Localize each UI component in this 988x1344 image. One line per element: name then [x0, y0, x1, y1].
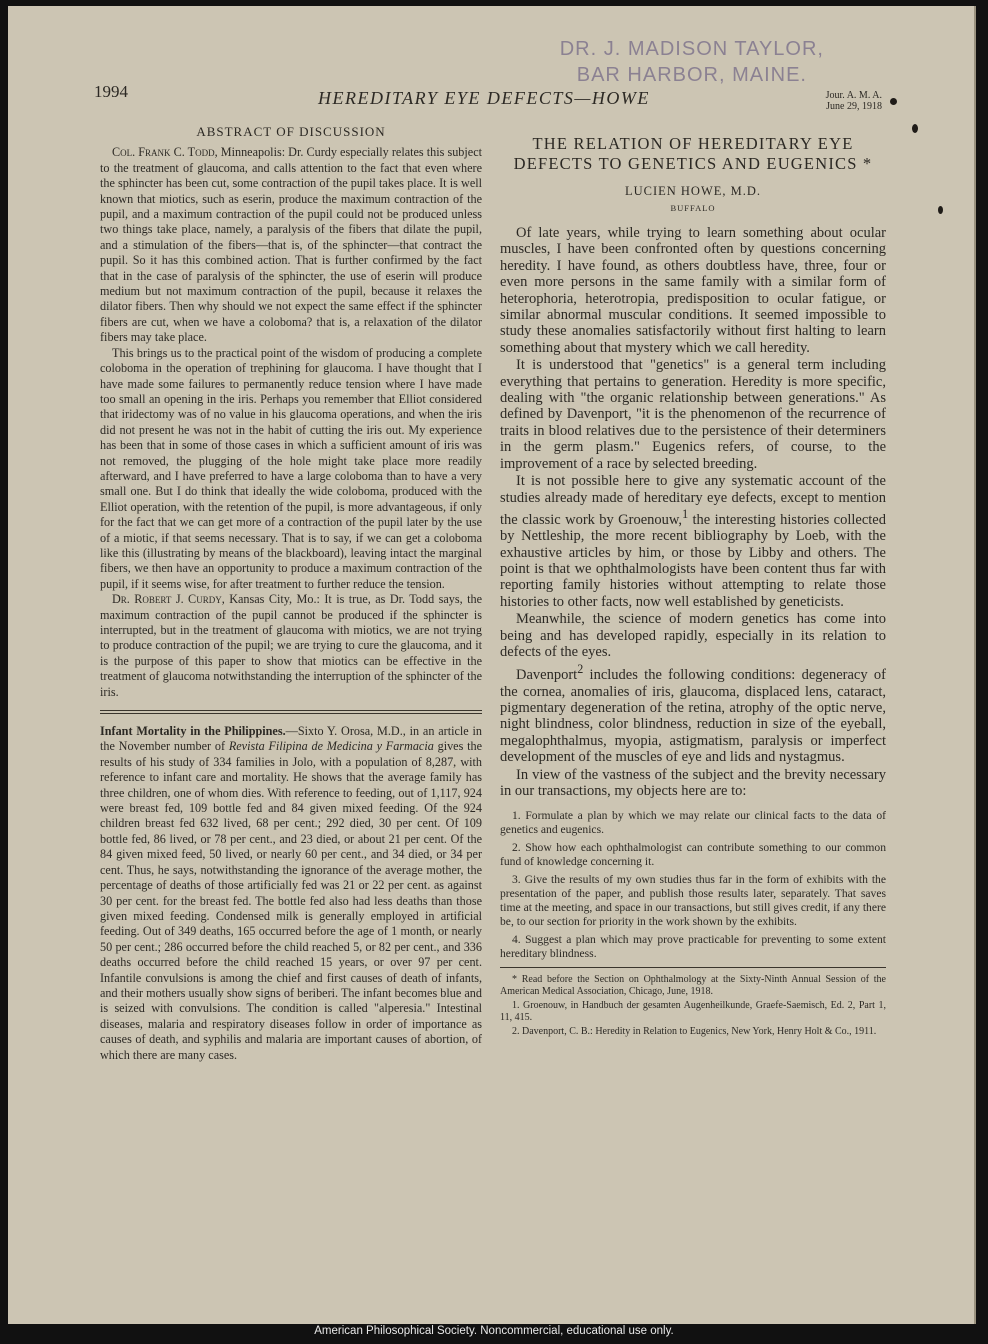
ink-mark — [912, 124, 918, 133]
curdy-text: Kansas City, Mo.: It is true, as Dr. Todd says, the maximum contraction of the pupil cannot be produced if the sphincter is interrupted, but in the treatment of glaucoma with miotics, we are not trying to produce contraction of the pupil; we are trying to cure the glaucoma, and it is the purpose of this paper to show that miotics can be effective in the treatment of glaucoma notwithstanding the interruption of the sphincter of the iris. — [100, 592, 482, 699]
journal-name: Jour. A. M. A. — [825, 90, 882, 101]
journal-page — [8, 6, 976, 1324]
body-paragraph-5 — [500, 661, 886, 765]
ink-mark — [938, 206, 943, 214]
infant-journal: Revista Filipina de Medicina y Farmacia — [228, 739, 434, 754]
footnote-item: * Read before the Section on Ophthalmology at the Sixty-Ninth Annual Session of the American Medical Association, Chicago, June, 1918. — [500, 974, 886, 998]
todd-paragraph-2: This brings us to the practical point of the wisdom of producing a complete coloboma in the operation of trephining for glaucoma. I have thought that I have made some failures to permanently reduce tension where I have made too small an opening in the iris. Perhaps you remember that Elliot considered that iridectomy was of no value in his glaucoma operations, and when the iris did not present he was not in the habit of cutting the iris out. My experience has been that in some of those cases in which a sufficient amount of iris was not removed, the plugging of the hole might take place more readily afterward, and I have preferred to have a large coloboma than to have a very small one. But I do think that ideally the wide coloboma, produced with the Elliot operation, with the retention of the pupil, is more advantageous, if only for the fact that we can get more of a contraction of the pupil later by the use of a miotic, if that seems necessary. That is to say, if we can get a coloboma like this (illustrating by means of the blackboard), leaving intact the marginal fibers, we then have an opportunity to produce a maximum contraction of the pupil, if it seems wise, for after treatment to further reduce the tension. — [100, 345, 482, 591]
p3-part-a: It is not possible here to give any systematic account of the studies already made of hereditary eye defects, except to mention the classic work by Groenouw, — [500, 473, 886, 528]
objectives-list — [500, 809, 886, 961]
p3-part-b: the interesting histories collected by Nettleship, the more recent bibliography by Loeb, with the exhaustive articles by him, or those by Libby and others. The point is that we ophthalmologists have been content thus far with reporting family histories without attempting to relate those histories to other facts, now well established by geneticists. — [500, 511, 886, 610]
p5-part-b: includes the following conditions: degeneracy of the cornea, anomalies of iris, glaucoma, displaced lens, cataract, pigmentary degeneration of the retina, atrophy of the optic nerve, night blindness, color blindness, reduction in size of the eyeball, megalophthalmus, myopia, astigmatism, paralysis or imperfect development of the muscles of eye and lids and nystagmus. — [500, 667, 886, 766]
body-paragraph-6: In view of the vastness of the subject and the brevity necessary in our transactions, my objects here are to: — [500, 766, 886, 800]
infant-text-1: —Sixto Y. Orosa, M.D., in an article in the November number of — [100, 724, 482, 754]
running-head: HEREDITARY EYE DEFECTS—HOWE — [318, 88, 650, 108]
infant-title: Infant Mortality in the Philippines. — [100, 724, 286, 739]
page-number: 1994 — [94, 82, 128, 101]
footnote-item: 2. Davenport, C. B.: Heredity in Relation to Eugenics, New York, Henry Holt & Co., 1911. — [512, 1026, 877, 1038]
footnote-ref-2: 2 — [577, 662, 584, 677]
objective-item: 1. Formulate a plan by which we may relate our clinical facts to the data of genetics and eugenics. — [500, 809, 886, 837]
objective-item: 2. Show how each ophthalmologist can contribute something to our common fund of knowledge concerning it. — [500, 841, 886, 869]
footnote-item: 1. Groenouw, in Handbuch der gesamten Augenheilkunde, Graefe-Saemisch, Ed. 2, Part 1, 11, 415. — [500, 1000, 886, 1024]
stamp-line-1: DR. J. MADISON TAYLOR, — [559, 38, 824, 60]
body-paragraph-3 — [500, 473, 886, 610]
body-paragraph-1: Of late years, while trying to learn something about ocular muscles, I have been confronted often by questions concerning heredity. I have found, as others doubtless have, three, four or even more persons in the same family with a similar form of heterophoria, heterotropia, predisposition to ocular fatigue, or similar abnormal muscular conditions. It seemed impossible to study these anomalies satisfactorily without first halting to learn something about that mystery which we call heredity. — [500, 225, 886, 356]
body-paragraph-2: It is understood that "genetics" is a general term including everything that pertains to generation. Heredity is more specific, dealing with "the organic relationship between generations." As defined by Davenport, "it is the phenomenon of the recurrence of traits in blood relatives due to the persistence of their determiners in the germ plasm." Eugenics refers, of course, to the improvement of a race by selected breeding. — [500, 357, 886, 472]
ownership-stamp — [560, 36, 824, 88]
speaker-todd: Col. Frank C. Todd, — [112, 145, 218, 160]
right-column — [500, 134, 886, 1040]
todd-paragraph — [100, 145, 482, 345]
left-column — [100, 124, 482, 1063]
archive-credit-line: American Philosophical Society. Noncommercial, educational use only. — [314, 1325, 674, 1337]
article-author: LUCIEN HOWE, M.D. — [624, 184, 762, 198]
discussion-heading: ABSTRACT OF DISCUSSION — [196, 124, 386, 139]
footnotes — [500, 974, 886, 1038]
curdy-paragraph — [100, 592, 482, 700]
infant-text-2: gives the results of his study of 334 families in Jolo, with a population of 8,287, with reference to infant care and mortality. He shows that the average family has three children, one of whom dies. With reference to feeding, out of 1,117, 924 were breast fed, 109 bottle fed and 84 given mixed feeding. Of the 924 children breast fed 632 lived, 68 per cent.; 292 died, 30 per cent. Of 109 bottle fed, 86 lived, or 78 per cent., and 23 died, or about 21 per cent. Of the 84 given mixed feed, 50 lived, or nearly 60 per cent., and 34 died, or 34 per cent. Thus, he says, notwithstanding the ignorance of the average mother, the percentage of deaths of those artificially fed was 21 or 22 per cent. as against 30 per cent. for the breast fed. The bottle fed also had less deaths than those given mixed feeding. Condensed milk is generally employed in artificial feeding. Out of 349 deaths, 165 occurred before the age of 1 month, or nearly 50 per cent.; 286 occurred before the child reached 5, or 82 per cent., and 336 deaths occurred before the child reached 15 years, or over 97 per cent. Infantile convulsions is among the chief and first causes of death of infants, and their mothers usually show signs of beriberi. The infant becomes blue and is seized with convulsions. The condition is called "alperesia." Intestinal diseases, malaria and respiratory diseases follow in order of importance as causes of death, and syphilis and malaria are important causes of abortion, of which there are many cases. — [100, 739, 482, 1062]
objective-item: 4. Suggest a plan which may prove practicable for preventing to some extent hereditary blindness. — [500, 933, 886, 961]
ink-mark — [890, 98, 897, 105]
infant-mortality-note — [100, 724, 482, 1063]
stamp-line-2: BAR HARBOR, MAINE. — [576, 64, 807, 86]
article-body — [500, 225, 886, 799]
p5-part-a: Davenport — [516, 667, 578, 684]
infant-paragraph — [100, 724, 482, 1063]
author-city: BUFFALO — [670, 203, 716, 213]
section-divider — [100, 710, 482, 714]
footnote-ref-1: 1 — [682, 506, 689, 521]
speaker-curdy: Dr. Robert J. Curdy, — [112, 592, 225, 607]
journal-date: June 29, 1918 — [826, 101, 882, 112]
objective-item: 3. Give the results of my own studies thus far in the form of exhibits with the presentation of the paper, and publish those results later, separately. That saves time at the meeting, and space in our transactions, but still gives credit, if any there be, to our section for priority in the work shown by the exhibits. — [500, 873, 886, 929]
article-title: THE RELATION OF HEREDITARY EYE DEFECTS TO GENETICS AND EUGENICS * — [513, 134, 873, 173]
journal-citation — [826, 90, 882, 112]
footnote-rule — [500, 967, 886, 968]
body-paragraph-4: Meanwhile, the science of modern genetics has come into being and has developed rapidly, especially in its relation to defects of the eyes. — [500, 611, 886, 660]
todd-text: Minneapolis: Dr. Curdy especially relates this subject to the treatment of glaucoma, and calls attention to the fact that even where the sphincter has been cut, some contraction of the pupil takes place. It is well known that miotics, such as eserin, produce the maximum contraction of the pupil, and a maximum contraction of the pupil could not be produced unless two things take place, namely, a paralysis of the fibers that dilate the pupil, and a stimulation of the fibers—that is, of the sphincter—that contract the pupil. So it has this combined action. That is further confirmed by the fact that in the case of paralysis of the sphincter, the use of eserin will produce medium but not maximum contraction of the pupil, because it relaxes the dilator fibers. Then why should we not expect the same effect if the sphincter fibers are cut, when we have a coloboma? that is, a relaxation of the dilator fibers may take place. — [100, 145, 482, 345]
